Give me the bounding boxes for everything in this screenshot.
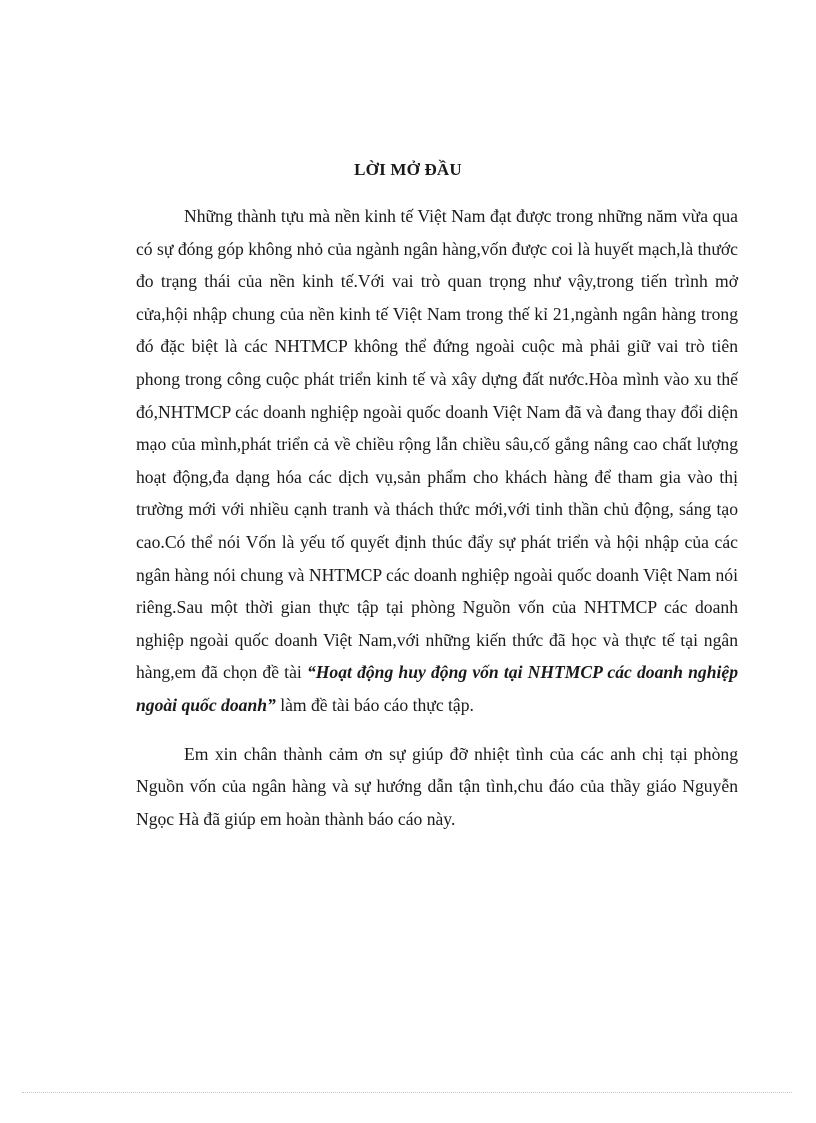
paragraph-acknowledgement: Em xin chân thành cảm ơn sự giúp đỡ nhiệt tình của các anh chị tại phòng Nguồn vốn của ngân hàng và sự hướng dẫn tận tình,chu đáo của thầy giáo Nguyễn Ngọc Hà đã giúp em hoàn thành báo cáo này. [136,743,738,829]
document-body [136,200,738,835]
page-title: LỜI MỞ ĐẦU [354,160,462,179]
paragraph-intro-ending: làm đề tài báo cáo thực tập. [275,694,474,715]
thesis-topic-title: “Hoạt động huy động vốn tại NHTMCP các doanh nghiệp ngoài quốc doanh” [136,662,738,715]
paragraph-intro-text: Những thành tựu mà nền kinh tế Việt Nam đạt được trong những năm vừa qua có sự đóng góp không nhỏ của ngành ngân hàng,vốn được coi là huyết mạch,là thước đo trạng thái của nền kinh tế.Với vai trò quan trọng như vậy,trong tiến trình mở cửa,hội nhập chung của nền kinh tế Việt Nam trong thế kỉ 21,ngành ngân hàng trong đó đặc biệt là các NHTMCP không thể đứng ngoài cuộc mà phải giữ vai trò tiên phong trong công cuộc phát triển kinh tế và xây dựng đất nước.Hòa mình vào xu thế đó,NHTMCP các doanh nghiệp ngoài quốc doanh Việt Nam đã và đang thay đổi diện mạo của mình,phát triển cả về chiều rộng lẫn chiều sâu,cố gắng nâng cao chất lượng hoạt động,đa dạng hóa các dịch vụ,sản phẩm cho khách hàng để tham gia vào thị trường mới với nhiều cạnh tranh và thách thức mới,với tinh thần chủ động, sáng tạo cao.Có thể nói Vốn là yếu tố quyết định thúc đẩy sự phát triển và hội nhập của các ngân hàng nói chung và NHTMCP các doanh nghiệp ngoài quốc doanh Việt Nam nói riêng.Sau một thời gian thực tập tại phòng Nguồn vốn của NHTMCP các doanh nghiệp ngoài quốc doanh Việt Nam,với những kiến thức đã học và thực tế tại ngân hàng,em đã chọn đề tài [136,206,738,683]
page-bottom-dotted-rule [22,1092,792,1093]
paragraph-intro [136,200,738,722]
